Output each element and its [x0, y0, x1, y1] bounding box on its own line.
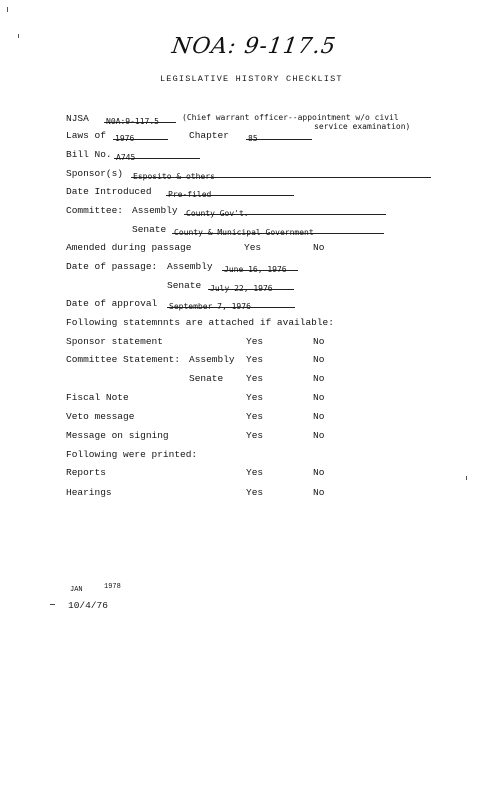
date-of-approval-value: September 7, 1976 [169, 302, 251, 311]
bill-no-value: A745 [116, 153, 136, 162]
passage-senate-label: Senate [167, 280, 202, 291]
committee-statement-assembly-yes: Yes [246, 354, 264, 365]
received-stamp-year: 1978 [104, 583, 121, 591]
bill-no-label: Bill No. [66, 149, 112, 160]
received-stamp-month: JAN [70, 586, 83, 594]
date-of-approval-field [167, 296, 295, 311]
veto-message-no: No [313, 411, 325, 422]
njsa-description-cont: service examination) [314, 122, 411, 131]
scan-mark [18, 34, 19, 38]
printed-heading: Following were printed: [66, 449, 198, 460]
sponsors-value: Esposito & others [133, 172, 215, 181]
committee-statement-senate-no: No [313, 373, 325, 384]
statements-heading: Following statemnnts are attached if available: [66, 317, 334, 328]
veto-message-label: Veto message [66, 411, 135, 422]
chapter-field [246, 128, 312, 143]
fiscal-note-label: Fiscal Note [66, 392, 129, 403]
hearings-yes: Yes [246, 487, 264, 498]
amended-label: Amended during passage [66, 242, 192, 253]
hearings-no: No [313, 487, 325, 498]
passage-assembly-value: June 16, 1976 [224, 265, 287, 274]
message-on-signing-yes: Yes [246, 430, 264, 441]
committee-statement-senate-yes: Yes [246, 373, 264, 384]
passage-senate-field [208, 278, 294, 293]
scan-mark [466, 476, 467, 480]
date-of-passage-label: Date of passage: [66, 261, 158, 272]
reports-label: Reports [66, 467, 106, 478]
committee-assembly-field [184, 203, 386, 218]
reports-no: No [313, 467, 325, 478]
sponsors-label: Sponsor(s) [66, 168, 124, 179]
amended-no: No [313, 242, 325, 253]
laws-of-field [113, 128, 168, 143]
date-introduced-value: Pre-filed [168, 190, 212, 199]
amended-yes: Yes [244, 242, 262, 253]
passage-assembly-label: Assembly [167, 261, 213, 272]
handwritten-statute-id: NOA: 9-117.5 [170, 34, 338, 59]
committee-label: Committee: [66, 205, 124, 216]
njsa-value: N0A:9-117.5 [106, 117, 159, 126]
committee-statement-assembly-label: Assembly [189, 354, 235, 365]
message-on-signing-label: Message on signing [66, 430, 169, 441]
committee-senate-value: County & Municipal Government [174, 228, 314, 237]
scan-mark [7, 7, 8, 12]
sponsor-statement-no: No [313, 336, 325, 347]
committee-statement-senate-label: Senate [189, 373, 224, 384]
page-title: LEGISLATIVE HISTORY CHECKLIST [160, 74, 343, 84]
hearings-label: Hearings [66, 487, 112, 498]
chapter-value: 85 [248, 134, 258, 143]
scan-mark [50, 604, 55, 605]
veto-message-yes: Yes [246, 411, 264, 422]
message-on-signing-no: No [313, 430, 325, 441]
committee-senate-field [172, 222, 384, 237]
njsa-description: (Chief warrant officer--appointment w/o civil [182, 113, 399, 122]
laws-of-value: 1976 [115, 134, 135, 143]
committee-assembly-label: Assembly [132, 205, 178, 216]
njsa-label: NJSA [66, 113, 89, 124]
committee-statement-assembly-no: No [313, 354, 325, 365]
committee-senate-label: Senate [132, 224, 167, 235]
committee-assembly-value: County Gov't. [186, 209, 249, 218]
date-of-approval-label: Date of approval [66, 298, 158, 309]
chapter-label: Chapter [189, 130, 229, 141]
sponsors-field [131, 166, 431, 181]
committee-statement-label: Committee Statement: [66, 354, 181, 365]
date-introduced-label: Date Introduced [66, 186, 152, 197]
footer-date: 10/4/76 [68, 600, 108, 611]
laws-of-label: Laws of [66, 130, 106, 141]
date-introduced-field [166, 184, 294, 199]
sponsor-statement-yes: Yes [246, 336, 264, 347]
bill-no-field [114, 147, 200, 162]
reports-yes: Yes [246, 467, 264, 478]
fiscal-note-no: No [313, 392, 325, 403]
passage-assembly-field [222, 259, 298, 274]
njsa-field [104, 111, 176, 126]
sponsor-statement-label: Sponsor statement [66, 336, 163, 347]
fiscal-note-yes: Yes [246, 392, 264, 403]
passage-senate-value: July 22, 1976 [210, 284, 273, 293]
